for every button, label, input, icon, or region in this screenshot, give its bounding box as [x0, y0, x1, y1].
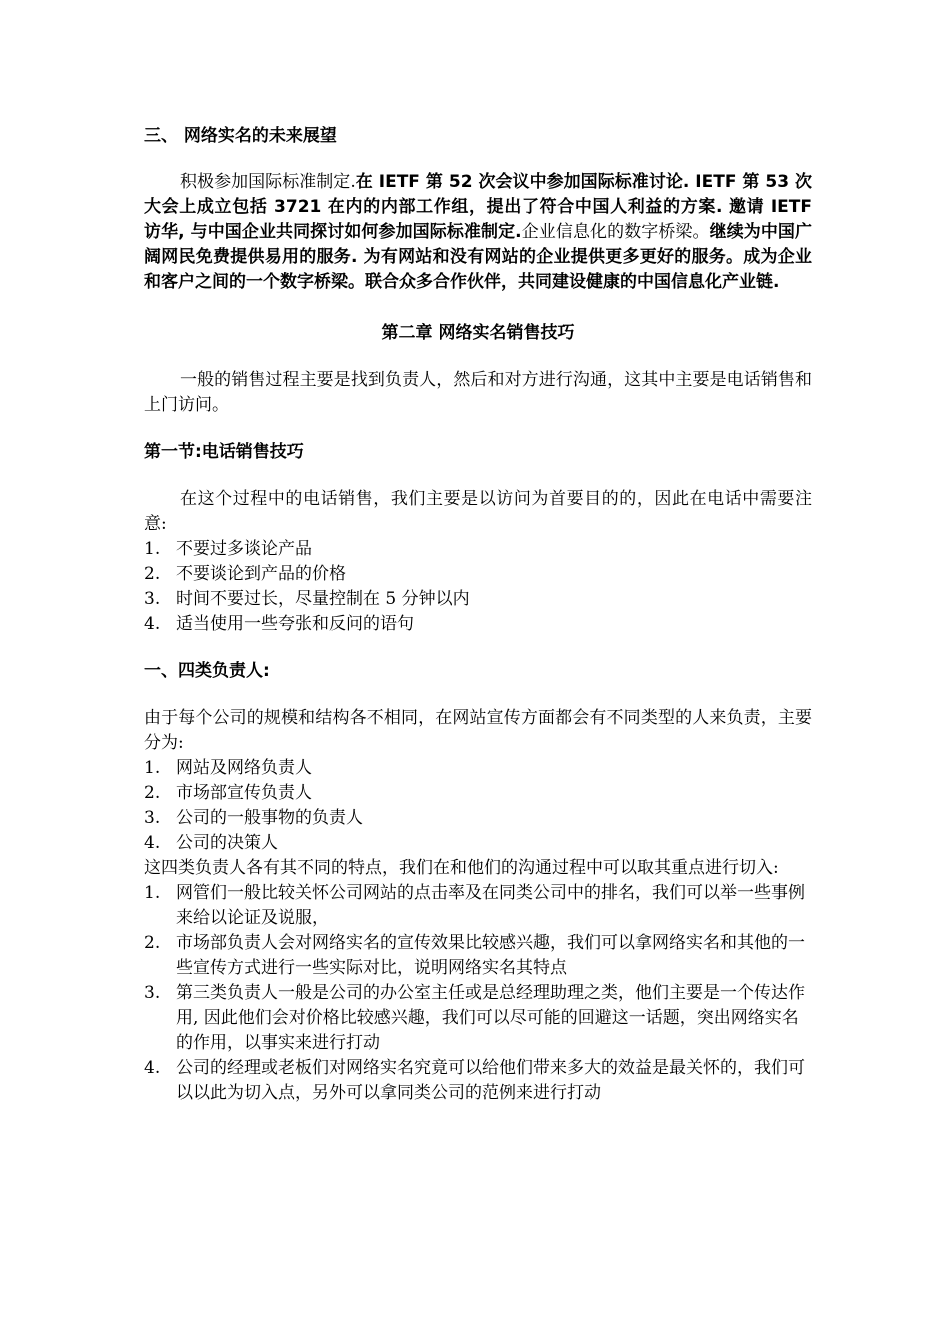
four-types-details — [144, 881, 812, 1106]
list-item-text: 公司的一般事物的负责人 — [176, 808, 363, 828]
list-item — [144, 756, 812, 781]
list-item — [144, 881, 812, 931]
list-item-text: 公司的经理或老板们对网络实名究竟可以给他们带来多大的效益是最关怀的，我们可以以此为切入点，另外可以拿同类公司的范例来进行打动 — [176, 1058, 805, 1103]
list-item-number: 3. — [144, 589, 161, 609]
section3-seg-3: 继续为中国广阔网民免费提供易用的服务. 为有网站和没有网站的企业提供更多更好的服务。成为企业和客户之间的一个数字桥梁。联合众多合作伙伴，共同建设健康的中国信息化产业链. — [144, 222, 813, 292]
four-types-list — [144, 756, 812, 856]
section3-heading: 三、 网络实名的未来展望 — [144, 126, 337, 146]
four-types-transition: 这四类负责人各有其不同的特点，我们在和他们的沟通过程中可以取其重点进行切入: — [144, 858, 779, 878]
list-item-number: 2. — [144, 933, 161, 953]
section3-seg-0: 积极参加国际标准制定. — [180, 172, 356, 192]
section3-seg-1: 在 IETF 第 52 次会议中参加国际标准讨论. IETF 第 53 次大会上成立包括 3721 在内的内部工作组，提出了符合中国人利益的方案. 邀请 IETF 访华, 与中国企业共同探讨如何参加国际标准制定. — [144, 172, 812, 242]
list-item-number: 4. — [144, 1058, 161, 1078]
section3-seg-2: 企业信息化的数字桥梁。 — [521, 222, 710, 242]
chapter2-intro: 一般的销售过程主要是找到负责人，然后和对方进行沟通，这其中主要是电话销售和上门访问。 — [144, 370, 812, 415]
list-item-number: 1. — [144, 539, 161, 559]
list-item — [144, 537, 812, 562]
section1-intro: 在这个过程中的电话销售，我们主要是以访问为首要目的的，因此在电话中需要注意: — [144, 489, 812, 534]
list-item-text: 不要谈论到产品的价格 — [176, 564, 346, 584]
list-item-text: 市场部负责人会对网络实名的宣传效果比较感兴趣，我们可以拿网络实名和其他的一些宣传方式进行一些实际对比，说明网络实名其特点 — [176, 933, 805, 978]
list-item-number: 1. — [144, 758, 161, 778]
four-types-heading: 一、四类负责人: — [144, 661, 270, 681]
list-item-number: 1. — [144, 883, 161, 903]
list-item-number: 4. — [144, 614, 161, 634]
list-item — [144, 562, 812, 587]
list-item — [144, 781, 812, 806]
list-item — [144, 831, 812, 856]
list-item-text: 网站及网络负责人 — [176, 758, 312, 778]
list-item-number: 4. — [144, 833, 161, 853]
list-item-number: 2. — [144, 564, 161, 584]
list-item — [144, 931, 812, 981]
list-item — [144, 806, 812, 831]
section1-list — [144, 537, 812, 637]
list-item-text: 网管们一般比较关怀公司网站的点击率及在同类公司中的排名，我们可以举一些事例来给以论证及说服， — [176, 883, 805, 928]
list-item — [144, 981, 812, 1056]
list-item — [144, 587, 812, 612]
list-item-text: 不要过多谈论产品 — [176, 539, 312, 559]
list-item-text: 公司的决策人 — [176, 833, 278, 853]
four-types-intro: 由于每个公司的规模和结构各不相同，在网站宣传方面都会有不同类型的人来负责，主要分为: — [144, 708, 812, 753]
chapter2-title: 第二章 网络实名销售技巧 — [381, 323, 575, 343]
document-page — [144, 124, 812, 1106]
list-item-text: 时间不要过长，尽量控制在 5 分钟以内 — [176, 589, 470, 609]
list-item-text: 市场部宣传负责人 — [176, 783, 312, 803]
list-item-text: 适当使用一些夸张和反问的语句 — [176, 614, 414, 634]
list-item — [144, 1056, 812, 1106]
list-item-number: 3. — [144, 808, 161, 828]
section1-heading: 第一节:电话销售技巧 — [144, 442, 304, 462]
list-item-text: 第三类负责人一般是公司的办公室主任或是总经理助理之类，他们主要是一个传达作用, 因此他们会对价格比较感兴趣，我们可以尽可能的回避这一话题，突出网络实名的作用，以事实来进行打动 — [176, 983, 805, 1053]
list-item-number: 2. — [144, 783, 161, 803]
list-item — [144, 612, 812, 637]
section3-paragraph — [144, 170, 812, 295]
list-item-number: 3. — [144, 983, 161, 1003]
